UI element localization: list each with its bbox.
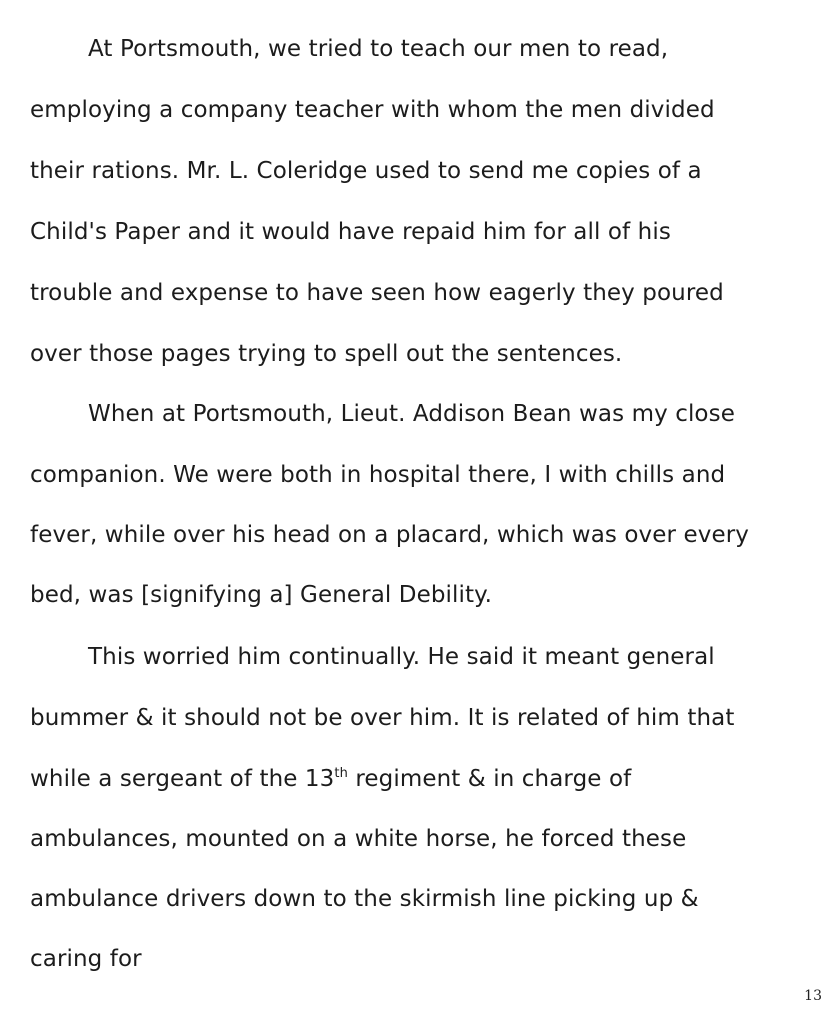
paragraph-2-line-2: companion. We were both in hospital there, I with chills and (30, 462, 726, 488)
paragraph-1-line-6: over those pages trying to spell out the sentences. (30, 341, 623, 367)
paragraph-1-line-3: their rations. Mr. L. Coleridge used to send me copies of a (30, 158, 702, 184)
paragraph-3-line-1: This worried him continually. He said it meant general (88, 644, 715, 670)
paragraph-3-line-4: ambulances, mounted on a white horse, he forced these (30, 826, 687, 852)
paragraph-2-line-1: When at Portsmouth, Lieut. Addison Bean was my close (88, 401, 735, 427)
paragraph-3-line-5: ambulance drivers down to the skirmish line picking up & (30, 886, 699, 912)
line-text-after-superscript: regiment & in charge of (347, 766, 632, 792)
paragraph-1-line-4: Child's Paper and it would have repaid him for all of his (30, 219, 671, 245)
paragraph-1-line-5: trouble and expense to have seen how eagerly they poured (30, 280, 724, 306)
paragraph-2-line-3: fever, while over his head on a placard, which was over every (30, 522, 749, 548)
paragraph-1-line-2: employing a company teacher with whom the men divided (30, 97, 715, 123)
paragraph-3-line-3 (30, 764, 631, 794)
paragraph-2-line-4: bed, was [signifying a] General Debility. (30, 582, 492, 608)
paragraph-3-line-2: bummer & it should not be over him. It is related of him that (30, 705, 735, 731)
paragraph-3-line-6: caring for (30, 946, 142, 972)
page-number: 13 (804, 988, 822, 1004)
ordinal-superscript: th (334, 766, 348, 781)
line-text-before-superscript: while a sergeant of the 13 (30, 766, 335, 792)
paragraph-1-line-1: At Portsmouth, we tried to teach our men to read, (88, 36, 669, 62)
